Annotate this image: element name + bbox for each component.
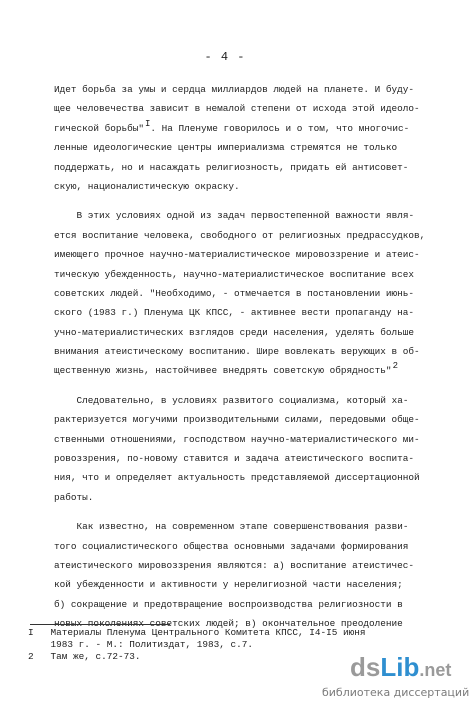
text-line: ского (1983 г.) Пленума ЦК КПСС, - активнее вести пропаганду на- <box>54 307 415 319</box>
text-line: ственными отношениями, господством научно-материалистического ми- <box>54 433 420 445</box>
footnote-ref: 2 <box>392 361 398 372</box>
text-line <box>54 517 410 536</box>
footnote-line: I Материалы Пленума Центрального Комитета КПСС, I4-I5 июня <box>28 627 366 638</box>
text-line: новых поколениях советских людей; в) окончательное преодоление <box>54 618 403 630</box>
page-number: - 4 - <box>204 50 246 64</box>
text-line <box>54 361 410 380</box>
paragraph-gap <box>54 381 410 391</box>
text-line: ленные идеологические центры империализма стремятся не только <box>54 142 398 154</box>
logo-net: .net <box>419 660 452 680</box>
text-fragment: щественную жизнь, настойчивее внедрять советскую обрядность" <box>54 365 392 377</box>
logo-lib: Lib <box>380 652 420 682</box>
text-line: того социалистического общества основными задачами формирования <box>54 540 409 552</box>
footnote-divider <box>30 624 170 625</box>
text-line: внимания атеистическому воспитанию. Шире вовлекать верующих в об- <box>54 346 420 358</box>
text-line: атеистического мировоззрения являются: а) воспитание атеистичес- <box>54 559 415 571</box>
text-line: учно-материалистических взглядов среди населения, уделять больше <box>54 326 415 338</box>
text-line: поддержать, но и насаждать религиозность, придать ей антисовет- <box>54 161 409 173</box>
text-fragment: В этих условиях одной из задач первостепенной важности явля- <box>76 210 415 222</box>
text-line: Идет борьба за умы и сердца миллиардов людей на планете. И буду- <box>54 84 415 95</box>
dslib-watermark <box>322 652 469 700</box>
text-line: имеющего прочное научно-материалистическое мировоззрение и атеис- <box>54 249 420 261</box>
text-line: кой убежденности и активности у нерелигиозной части населения; <box>54 579 403 591</box>
main-text <box>54 80 426 634</box>
dslib-logo <box>350 652 451 683</box>
text-line: скую, националистическую окраску. <box>54 180 240 192</box>
text-line <box>54 391 410 410</box>
text-line <box>54 206 415 225</box>
text-line: ния, что и определяет актуальность представляемой диссертационной <box>54 472 420 484</box>
footnote-line: 1983 г. - М.: Политиздат, 1983, с.7. <box>28 639 254 650</box>
paragraph-gap <box>54 507 410 517</box>
text-line <box>54 119 410 138</box>
text-line: рактеризуется могучими производительными силами, передовыми обще- <box>54 414 420 426</box>
footnote-ref: I <box>145 118 151 129</box>
text-fragment: Следовательно, в условиях развитого социализма, который ха- <box>76 394 409 406</box>
paragraph-gap <box>54 196 410 206</box>
footnote-line: 2 Там же, с.72-73. <box>28 651 141 662</box>
text-line: ется воспитание человека, свободного от религиозных предрассудков, <box>54 229 426 241</box>
text-fragment: . На Пленуме говорилось и о том, что многочис- <box>150 122 410 134</box>
watermark-subtitle: библиотека диссертаций <box>322 686 469 699</box>
text-fragment: Как известно, на современном этапе совершенствования разви- <box>76 521 409 533</box>
text-line: б) сокращение и предотвращение воспроизводства религиозности в <box>54 598 403 610</box>
text-fragment: гической борьбы" <box>54 122 145 134</box>
text-line: щее человечества зависит в немалой степени от исхода этой идеоло- <box>54 103 420 115</box>
text-line: советских людей. "Необходимо, - отмечается в постановлении июнь- <box>54 287 415 299</box>
text-line: работы. <box>54 491 94 503</box>
text-line: тическую убежденность, научно-материалистическое воспитание всех <box>54 268 415 280</box>
text-line: ровоззрения, по-новому ставится и задача атеистического воспита- <box>54 453 415 465</box>
logo-ds: ds <box>350 652 381 682</box>
